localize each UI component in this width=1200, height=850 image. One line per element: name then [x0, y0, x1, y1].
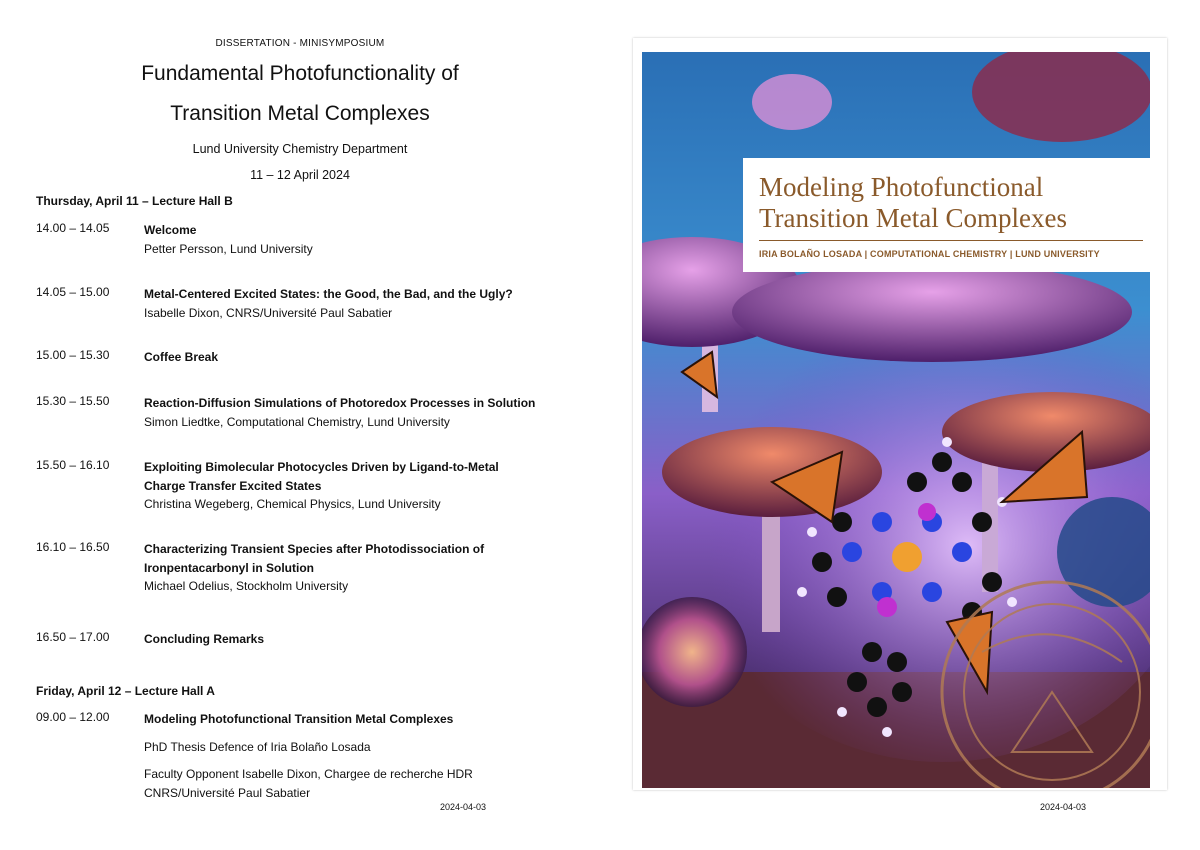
opponent-line: Faculty Opponent Isabelle Dixon, Chargee de recherche HDR [144, 767, 473, 781]
cover-title-banner [743, 158, 1151, 272]
opponent-affiliation: CNRS/Université Paul Sabatier [144, 785, 311, 800]
footer-date-right: 2024-04-03 [1040, 802, 1087, 812]
cover-subtitle: IRIA BOLAÑO LOSADA | COMPUTATIONAL CHEMISTRY | LUND UNIVERSITY [759, 249, 1100, 259]
footer-date-left: 2024-04-03 [440, 802, 487, 812]
page-title-line1: Fundamental Photofunctionality of [141, 62, 459, 85]
slot-title: Reaction-Diffusion Simulations of Photoredox Processes in Solution [144, 396, 536, 410]
slot-speaker: Isabelle Dixon, CNRS/Université Paul Sabatier [144, 305, 393, 320]
defence-line: PhD Thesis Defence of Iria Bolaño Losada [144, 739, 371, 754]
event-dates: 11 – 12 April 2024 [250, 168, 350, 182]
slot-time: 14.00 – 14.05 [36, 221, 110, 235]
slot-speaker: Petter Persson, Lund University [144, 241, 313, 256]
slot-title: Characterizing Transient Species after Photodissociation of Ironpentacarbonyl in Solution [144, 542, 485, 575]
slot-title: Coffee Break [144, 350, 219, 364]
slot-time: 09.00 – 12.00 [36, 710, 110, 724]
slot-time: 14.05 – 15.00 [36, 285, 110, 299]
slot-speaker: Christina Wegeberg, Chemical Physics, Lund University [144, 497, 441, 511]
institution: Lund University Chemistry Department [192, 142, 408, 156]
slot-title: Modeling Photofunctional Transition Metal Complexes [144, 712, 454, 726]
slot-speaker: Simon Liedtke, Computational Chemistry, Lund University [144, 414, 450, 429]
slot-title: Welcome [144, 223, 197, 237]
day2-heading: Friday, April 12 – Lecture Hall A [36, 684, 215, 698]
slot-speaker: Michael Odelius, Stockholm University [144, 579, 349, 593]
day1-heading: Thursday, April 11 – Lecture Hall B [36, 194, 233, 208]
slot-time: 15.50 – 16.10 [36, 458, 110, 472]
banner-divider [759, 240, 1143, 241]
slot-title: Concluding Remarks [144, 632, 265, 646]
page-title-line2: Transition Metal Complexes [170, 102, 430, 125]
slot-time: 15.00 – 15.30 [36, 348, 110, 362]
slot-title: Metal-Centered Excited States: the Good, the Bad, and the Ugly? [144, 287, 513, 301]
cover-title: Modeling Photofunctional Transition Metal Complexes [759, 172, 1067, 233]
slot-time: 15.30 – 15.50 [36, 394, 110, 408]
kicker: DISSERTATION - MINISYMPOSIUM [215, 38, 385, 49]
slot-time: 16.50 – 17.00 [36, 630, 110, 644]
slot-time: 16.10 – 16.50 [36, 540, 110, 554]
slot-title: Exploiting Bimolecular Photocycles Driven by Ligand-to-Metal Charge Transfer Excited States [144, 460, 499, 493]
